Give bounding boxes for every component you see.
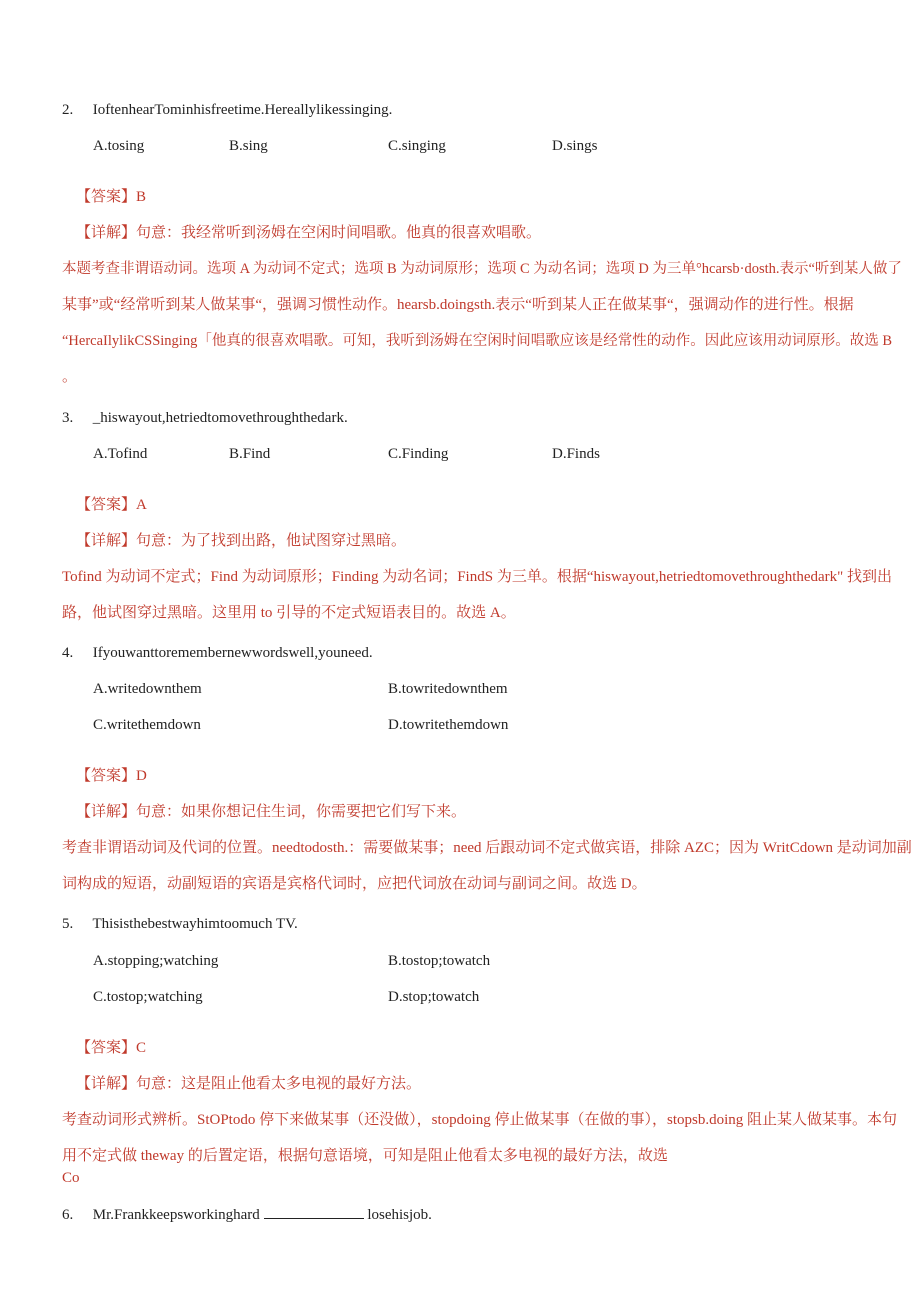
detail-text: 句意：我经常听到汤姆在空闲时间唱歌。他真的很喜欢唱歌。 [136,225,542,241]
option-d: D.sings [552,138,598,154]
detail-label: 【详解】 [76,1076,137,1092]
option-a: A.writedownthem [93,681,202,697]
explanation-line: 词构成的短语，动副短语的宾语是宾格代词时，应把代词放在动词与副词之间。故选 D。 [62,876,647,892]
question-stem: _hiswayout,hetriedtomovethroughthedark. [92,410,348,426]
question-number: 3. [62,410,74,426]
question-6 [62,1204,432,1225]
question-4 [62,643,373,663]
detail-label: 【详解】 [76,225,137,241]
option-c: C.Finding [388,446,449,462]
option-c: C.tostop;watching [93,989,203,1005]
detail-text: 句意：这是阻止他看太多电视的最好方法。 [136,1076,422,1092]
question-number: 5. [62,916,74,932]
question-stem: Thisisthebestwayhimtoomuch TV. [92,916,298,932]
explanation-line: 考查非谓语动词及代词的位置。needtodosth.：需要做某事；need 后跟动词不定式做宾语，排除 AZC；因为 WritCdown 是动词加副 [62,840,912,856]
question-number: 2. [62,102,74,118]
option-a: A.tosing [93,138,145,154]
option-d: D.stop;towatch [388,989,480,1005]
explanation-line: “HercaIlylikCSSinging「他真的很喜欢唱歌。可知，我听到汤姆在空闲时间唱歌应该是经常性的动作。因此应该用动词原形。故选 B [62,333,893,349]
option-b: B.Find [229,446,271,462]
option-a: A.Tofind [93,446,148,462]
answer-label: 【答案】 [76,497,137,513]
answer-line [76,766,147,786]
detail-text: 句意：如果你想记住生词，你需要把它们写下来。 [136,804,467,820]
explanation-line: Tofind 为动词不定式；Find 为动词原形；Finding 为动名词；FindS 为三单。根据“hiswayout,hetriedtomovethroughthedark" 找到出 [62,569,893,585]
explanation-line: 用不定式做 theway 的后置定语，根据句意语境，可知是阻止他看太多电视的最好方法，故选 [62,1148,668,1164]
answer-line [76,495,147,515]
answer-value: C [136,1040,147,1056]
question-stem-after: losehisjob. [367,1207,432,1223]
question-3 [62,408,348,428]
option-d: D.towritethemdown [388,717,509,733]
explanation-line: 路，他试图穿过黑暗。这里用 to 引导的不定式短语表目的。故选 A。 [62,605,516,621]
answer-line [76,1038,146,1058]
answer-blank [264,1204,364,1219]
detail-line [76,802,466,822]
answer-value: D [136,768,147,784]
answer-value: A [136,497,147,513]
option-a: A.stopping;watching [93,953,219,969]
question-stem: IoftenhearTominhisfreetime.Hereallylikessinging. [92,102,393,118]
answer-label: 【答案】 [76,1040,137,1056]
question-stem: Ifyouwanttoremembernewwordswell,youneed. [92,645,373,661]
detail-line [76,1074,421,1094]
detail-line [76,531,406,551]
option-c: C.singing [388,138,446,154]
answer-label: 【答案】 [76,768,137,784]
option-b: B.towritedownthem [388,681,508,697]
option-b: B.tostop;towatch [388,953,491,969]
question-number: 4. [62,645,74,661]
option-d: D.Finds [552,446,600,462]
option-b: B.sing [229,138,268,154]
question-5 [62,914,298,934]
explanation-line: 某事”或“经常听到某人做某事“，强调习惯性动作。hearsb.doingsth.表示“听到某人正在做某事“，强调动作的进行性。根据 [62,297,854,313]
detail-line [76,223,541,243]
detail-label: 【详解】 [76,804,137,820]
answer-value: B [136,189,147,205]
question-2 [62,100,392,120]
detail-label: 【详解】 [76,533,137,549]
explanation-line: Co [62,1170,80,1186]
explanation-line: 本题考查非谓语动词。选项 A 为动词不定式；选项 B 为动词原形；选项 C 为动名词；选项 D 为三单°hcarsb·dosth.表示“听到某人做了 [62,261,902,277]
explanation-line: 。 [62,369,78,385]
detail-text: 句意：为了找到出路，他试图穿过黑暗。 [136,533,407,549]
answer-line [76,187,146,207]
explanation-line: 考查动词形式辨析。StOPtodo 停下来做某事（还没做），stopdoing 停止做某事（在做的事），stopsb.doing 阻止某人做某事。本句 [62,1112,898,1128]
question-number: 6. [62,1207,74,1223]
option-c: C.writethemdown [93,717,201,733]
answer-label: 【答案】 [76,189,137,205]
question-stem-before: Mr.Frankkeepsworkinghard [92,1207,260,1223]
